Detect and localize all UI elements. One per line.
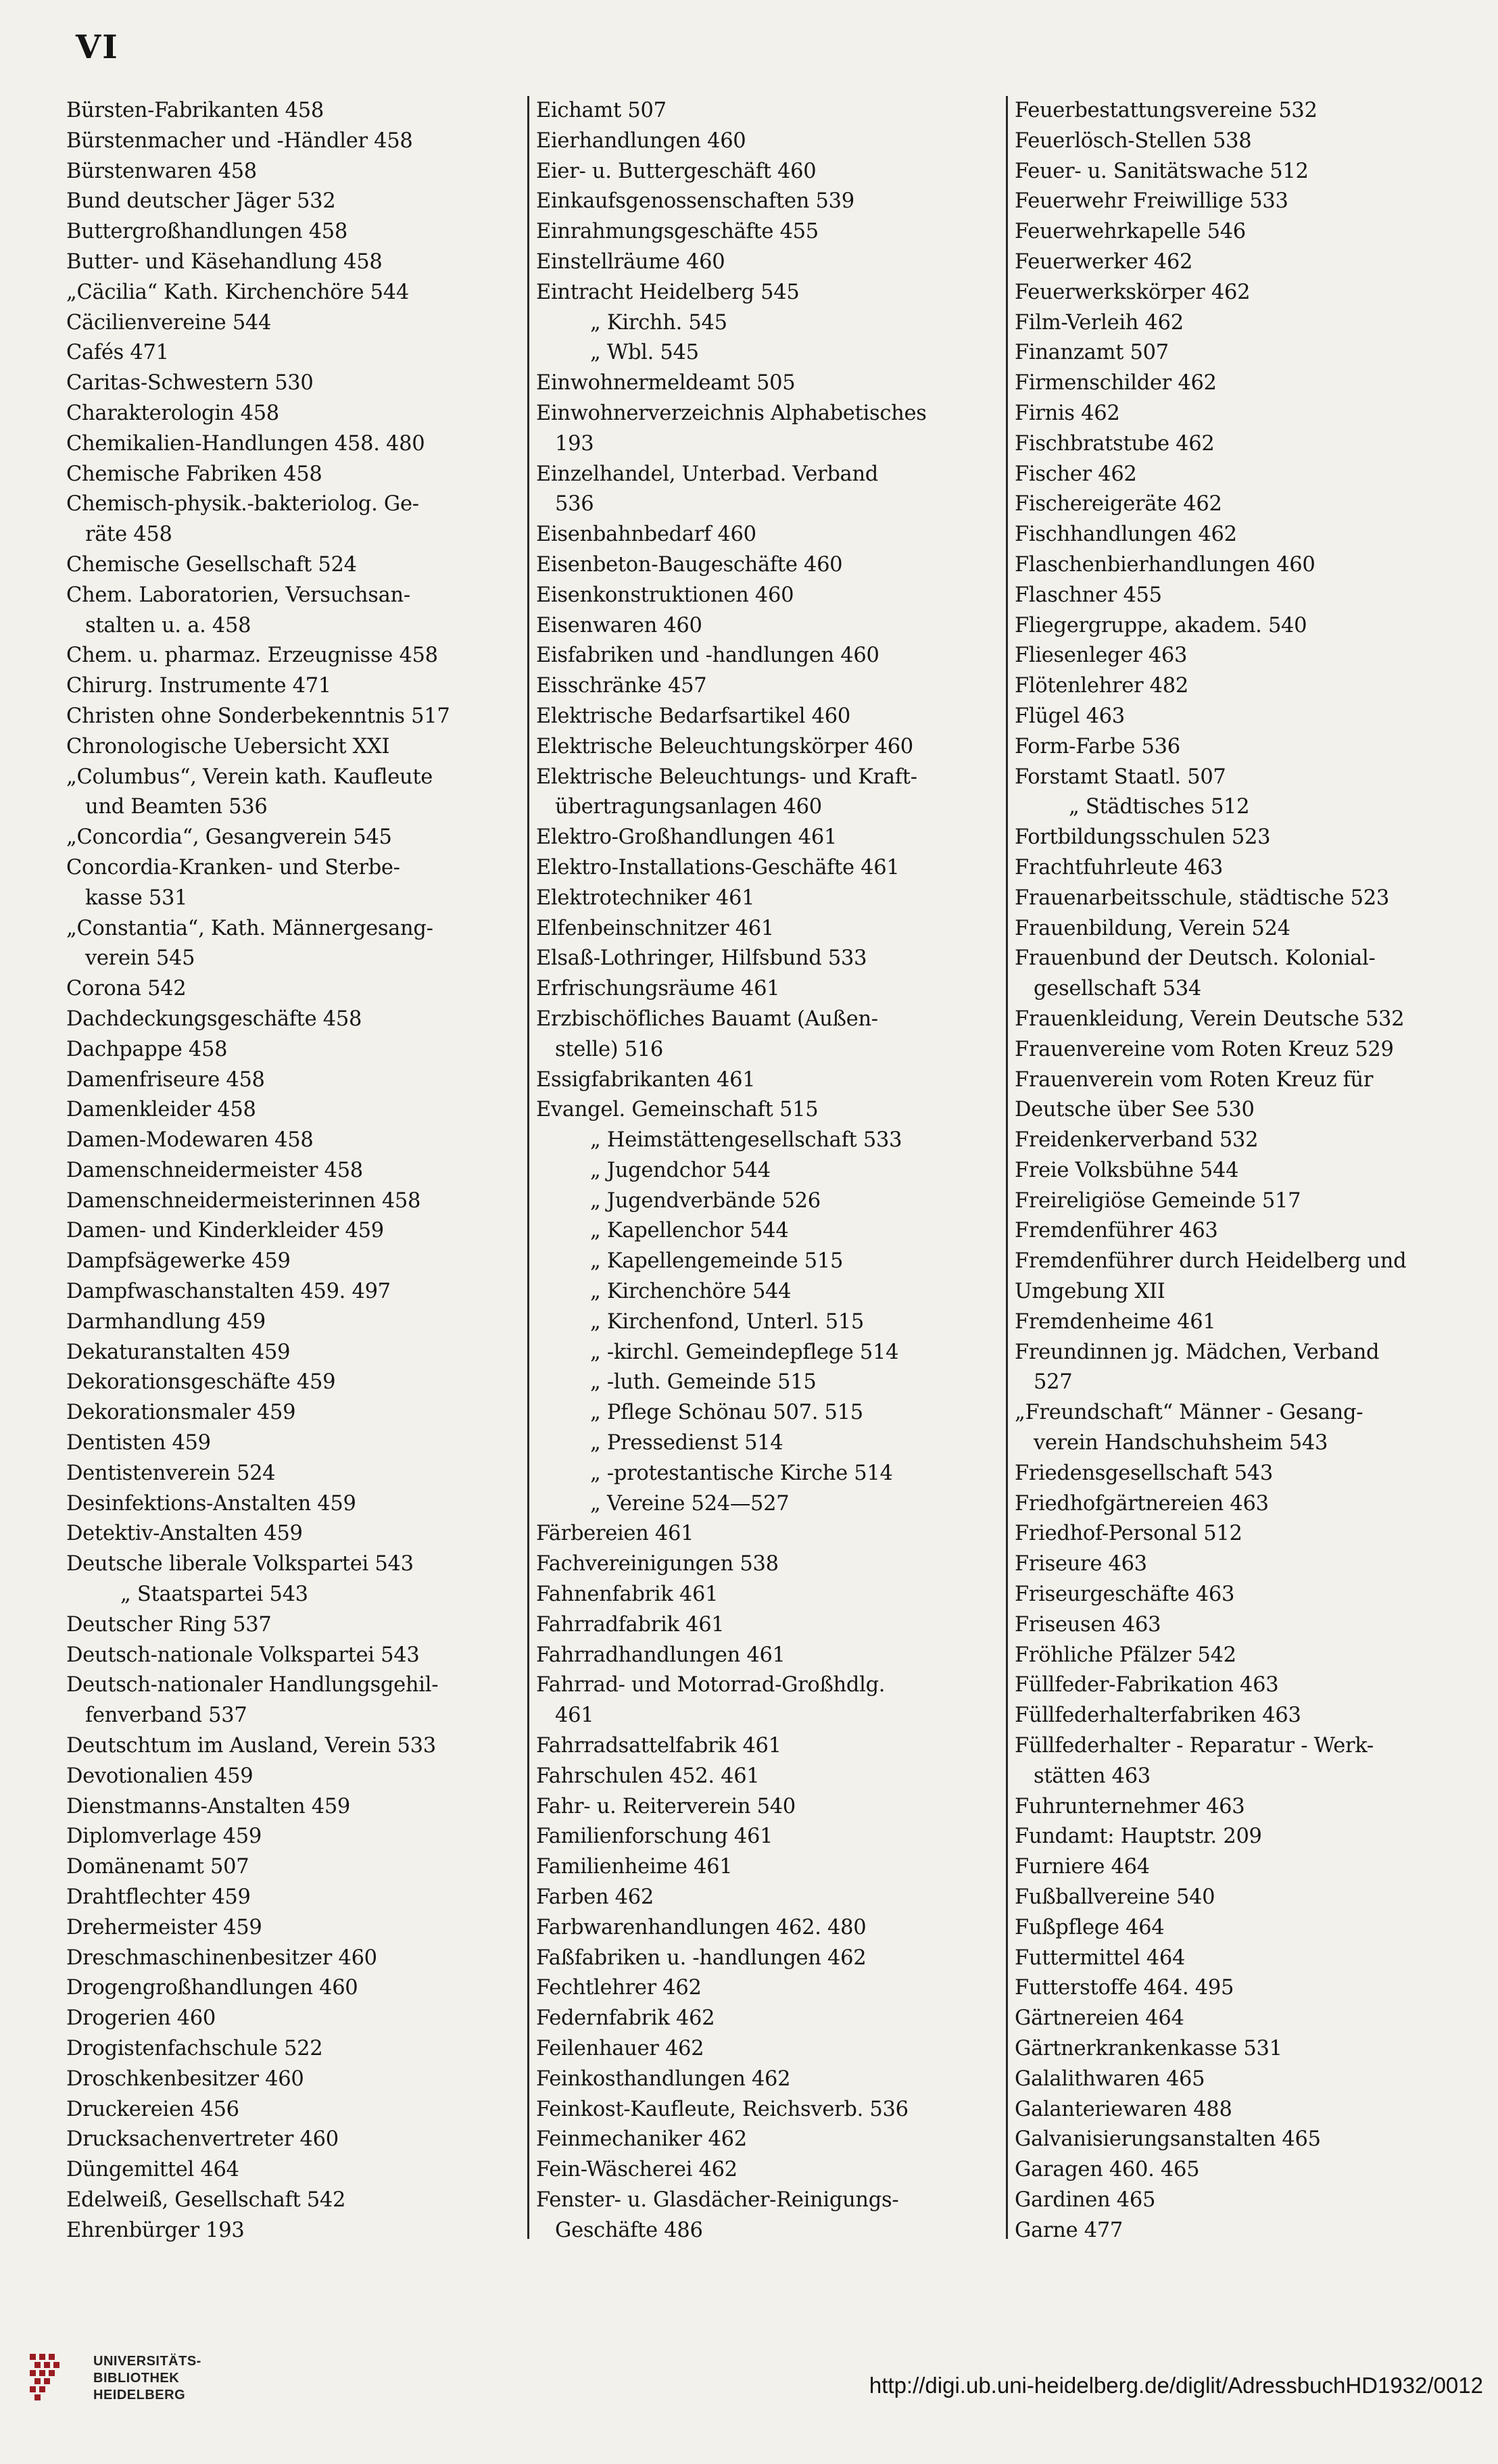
index-entry: Farben 462: [536, 1885, 654, 1910]
index-entry: gesellschaft 534: [1034, 977, 1202, 1001]
index-entry: Film-Verleih 462: [1015, 310, 1184, 335]
index-entry: Drucksachenvertreter 460: [66, 2127, 339, 2152]
index-entry: Bürsten-Fabrikanten 458: [66, 99, 324, 122]
index-entry: räte 458: [85, 523, 172, 547]
index-entry: Fuhrunternehmer 463: [1015, 1794, 1245, 1818]
index-entry: Fahr- u. Reiterverein 540: [536, 1794, 796, 1818]
index-entry: Devotionalien 459: [66, 1764, 253, 1788]
index-entry: Eintracht Heidelberg 545: [536, 280, 800, 304]
index-entry: fenverband 537: [85, 1704, 247, 1728]
index-entry: Fischereigeräte 462: [1015, 492, 1222, 516]
index-entry: Erzbischöfliches Bauamt (Außen-: [536, 1007, 878, 1031]
index-entry: kasse 531: [85, 886, 188, 910]
index-entry: Edelweiß, Gesellschaft 542: [66, 2188, 346, 2212]
index-entry: Bürstenmacher und -Händler 458: [66, 128, 413, 153]
index-entry: 193: [555, 431, 594, 456]
index-column-2: [527, 96, 1006, 2242]
index-entry: Einzelhandel, Unterbad. Verband: [536, 462, 879, 486]
index-entry: Chirurg. Instrumente 471: [66, 674, 331, 698]
library-name-line-2: BIBLIOTHEK: [93, 2370, 180, 2386]
index-entry: „Cäcilia“ Kath. Kirchenchöre 544: [66, 280, 409, 304]
index-entry: Freireligiöse Gemeinde 517: [1015, 1188, 1301, 1213]
index-entry: Farbwarenhandlungen 462. 480: [536, 1915, 867, 1939]
index-entry: Fahrradhandlungen 461: [536, 1643, 786, 1667]
index-entry: Concordia-Kranken- und Sterbe-: [66, 855, 400, 879]
index-entry: Fremdenführer durch Heidelberg und: [1015, 1249, 1407, 1274]
index-entry: Flaschenbierhandlungen 460: [1015, 552, 1315, 577]
index-entry: Frauenbund der Deutsch. Kolonial-: [1015, 946, 1376, 971]
index-entry: Form-Farbe 536: [1015, 734, 1180, 758]
index-columns: [66, 96, 1491, 2242]
library-name-line-1: UNIVERSITÄTS-: [93, 2353, 201, 2369]
index-entry: „ -protestantische Kirche 514: [590, 1461, 893, 1485]
index-entry: Druckereien 456: [66, 2097, 239, 2121]
index-entry: Elfenbeinschnitzer 461: [536, 916, 775, 940]
index-entry: Futterstoffe 464. 495: [1015, 1976, 1234, 2000]
index-entry: Eisenbeton-Baugeschäfte 460: [536, 552, 843, 577]
index-entry: Buttergroßhandlungen 458: [66, 220, 348, 244]
index-entry: Drehermeister 459: [66, 1915, 262, 1939]
index-entry: Eierhandlungen 460: [536, 128, 746, 153]
index-entry: Elektrische Beleuchtungskörper 460: [536, 734, 913, 758]
index-entry: Domänenamt 507: [66, 1855, 249, 1879]
index-entry: Charakterologin 458: [66, 401, 279, 425]
index-entry: Drogerien 460: [66, 2006, 216, 2031]
library-logo: [27, 2351, 201, 2405]
index-entry: Elektrische Bedarfsartikel 460: [536, 704, 850, 728]
index-entry: „ Wbl. 545: [590, 341, 699, 365]
index-entry: Galanteriewaren 488: [1015, 2097, 1232, 2121]
index-entry: Deutsche über See 530: [1015, 1098, 1255, 1122]
index-entry: Diplomverlage 459: [66, 1825, 262, 1849]
index-entry: Dekaturanstalten 459: [66, 1340, 291, 1364]
index-entry: Fremdenführer 463: [1015, 1219, 1218, 1243]
index-entry: Feuerwehrkapelle 546: [1015, 220, 1246, 244]
index-entry: verein Handschuhsheim 543: [1034, 1431, 1328, 1455]
index-entry: Elektro-Großhandlungen 461: [536, 825, 838, 850]
index-entry: Elektrotechniker 461: [536, 886, 755, 910]
index-entry: Eisfabriken und -handlungen 460: [536, 644, 879, 668]
index-entry: „ Pressedienst 514: [590, 1431, 783, 1455]
index-entry: Darmhandlung 459: [66, 1309, 266, 1334]
index-entry: Einwohnermeldeamt 505: [536, 371, 796, 395]
index-entry: Düngemittel 464: [66, 2158, 239, 2182]
index-entry: „Constantia“, Kath. Männergesang-: [66, 916, 433, 940]
index-entry: Flügel 463: [1015, 704, 1125, 728]
index-entry: Friedensgesellschaft 543: [1015, 1461, 1274, 1485]
index-entry: Chemikalien-Handlungen 458. 480: [66, 431, 425, 456]
index-entry: Freundinnen jg. Mädchen, Verband: [1015, 1340, 1380, 1364]
index-entry: Dentistenverein 524: [66, 1461, 276, 1485]
index-entry: „ Staatspartei 543: [120, 1583, 308, 1607]
index-entry: Feinmechaniker 462: [536, 2127, 747, 2152]
index-entry: 527: [1034, 1370, 1073, 1395]
index-entry: Friseure 463: [1015, 1552, 1147, 1576]
index-entry: Freidenkerverband 532: [1015, 1128, 1259, 1153]
index-entry: Feuerlösch-Stellen 538: [1015, 128, 1252, 153]
index-entry: Chronologische Uebersicht XXI: [66, 734, 390, 758]
index-entry: Corona 542: [66, 977, 187, 1001]
index-entry: „ Heimstättengesellschaft 533: [590, 1128, 902, 1153]
index-entry: „ Pflege Schönau 507. 515: [590, 1401, 863, 1425]
index-entry: Friseusen 463: [1015, 1612, 1161, 1637]
index-entry: Fischbratstube 462: [1015, 431, 1215, 456]
index-entry: Dampfwaschanstalten 459. 497: [66, 1280, 391, 1304]
index-entry: Fliegergruppe, akadem. 540: [1015, 613, 1307, 637]
index-entry: Desinfektions-Anstalten 459: [66, 1491, 356, 1516]
index-entry: Gardinen 465: [1015, 2188, 1156, 2212]
index-entry: Dachpappe 458: [66, 1037, 228, 1061]
index-entry: Fortbildungsschulen 523: [1015, 825, 1271, 850]
index-entry: Furniere 464: [1015, 1855, 1150, 1879]
index-entry: Damenschneidermeisterinnen 458: [66, 1188, 421, 1213]
index-entry: Eisenkonstruktionen 460: [536, 583, 794, 607]
index-entry: „ Kapellengemeinde 515: [590, 1249, 844, 1274]
index-entry: Einstellräume 460: [536, 249, 725, 274]
index-entry: Friedhof-Personal 512: [1015, 1522, 1242, 1546]
index-entry: „ Kapellenchor 544: [590, 1219, 789, 1243]
index-entry: Feuerbestattungsvereine 532: [1015, 99, 1318, 122]
index-entry: Firnis 462: [1015, 401, 1120, 425]
index-entry: „ Jugendverbände 526: [590, 1188, 821, 1213]
index-entry: Fischer 462: [1015, 462, 1137, 486]
index-entry: Galvanisierungsanstalten 465: [1015, 2127, 1321, 2152]
index-entry: Caritas-Schwestern 530: [66, 371, 314, 395]
index-entry: Gärtnereien 464: [1015, 2006, 1184, 2031]
index-entry: Chem. Laboratorien, Versuchsan-: [66, 583, 410, 607]
index-entry: „ -kirchl. Gemeindepflege 514: [590, 1340, 899, 1364]
index-entry: übertragungsanlagen 460: [555, 795, 822, 819]
index-entry: Faßfabriken u. -handlungen 462: [536, 1946, 867, 1970]
index-entry: Garagen 460. 465: [1015, 2158, 1200, 2182]
index-entry: Chemisch-physik.-bakteriolog. Ge-: [66, 492, 419, 516]
index-entry: Füllfederhalter - Reparatur - Werk-: [1015, 1734, 1374, 1758]
index-entry: „ Kirchenchöre 544: [590, 1280, 792, 1304]
index-entry: Galalithwaren 465: [1015, 2067, 1205, 2091]
index-entry: Damenkleider 458: [66, 1098, 256, 1122]
index-entry: Fahrradfabrik 461: [536, 1612, 725, 1637]
index-entry: Dentisten 459: [66, 1431, 211, 1455]
index-entry: Bund deutscher Jäger 532: [66, 189, 336, 214]
index-entry: „ Städtisches 512: [1069, 795, 1250, 819]
index-entry: Fliesenleger 463: [1015, 644, 1188, 668]
index-entry: Frauenbildung, Verein 524: [1015, 916, 1290, 940]
index-entry: „ Jugendchor 544: [590, 1158, 771, 1182]
index-entry: stätten 463: [1034, 1764, 1151, 1788]
source-url[interactable]: http://digi.ub.uni-heidelberg.de/diglit/AdressbuchHD1932/0012: [869, 2373, 1483, 2398]
index-entry: Fachvereinigungen 538: [536, 1552, 779, 1576]
library-name-line-3: HEIDELBERG: [93, 2387, 186, 2402]
index-entry: „ Kirchenfond, Unterl. 515: [590, 1309, 865, 1334]
index-entry: Droschkenbesitzer 460: [66, 2067, 304, 2091]
index-entry: Dekorationsmaler 459: [66, 1401, 296, 1425]
index-entry: Fenster- u. Glasdächer-Reinigungs-: [536, 2188, 899, 2212]
index-entry: Cafés 471: [66, 341, 169, 365]
index-entry: Fröhliche Pfälzer 542: [1015, 1643, 1236, 1667]
index-entry: Fein-Wäscherei 462: [536, 2158, 738, 2182]
index-entry: „ -luth. Gemeinde 515: [590, 1370, 817, 1395]
index-entry: Ehrenbürger 193: [66, 2218, 245, 2242]
index-entry: Chemische Fabriken 458: [66, 462, 322, 486]
index-entry: Damenschneidermeister 458: [66, 1158, 363, 1182]
index-entry: Feuerwerkskörper 462: [1015, 280, 1251, 304]
index-entry: Drahtflechter 459: [66, 1885, 251, 1910]
index-entry: Füllfeder-Fabrikation 463: [1015, 1673, 1279, 1697]
index-entry: verein 545: [85, 946, 195, 971]
index-entry: Fahrschulen 452. 461: [536, 1764, 760, 1788]
index-entry: Frachtfuhrleute 463: [1015, 855, 1224, 879]
index-entry: Fremdenheime 461: [1015, 1309, 1216, 1334]
index-entry: Familienforschung 461: [536, 1825, 773, 1849]
index-entry: Firmenschilder 462: [1015, 371, 1217, 395]
index-column-3: [1006, 96, 1491, 2242]
index-entry: Füllfederhalterfabriken 463: [1015, 1704, 1301, 1728]
index-entry: Feuer- u. Sanitätswache 512: [1015, 159, 1309, 183]
index-entry: Eisenwaren 460: [536, 613, 702, 637]
index-entry: Dekorationsgeschäfte 459: [66, 1370, 336, 1395]
index-entry: Feuerwehr Freiwillige 533: [1015, 189, 1288, 214]
index-entry: Gärtnerkrankenkasse 531: [1015, 2037, 1282, 2060]
index-column-1: [66, 96, 527, 2242]
index-entry: Fahrradsattelfabrik 461: [536, 1734, 781, 1758]
index-entry: Eier- u. Buttergeschäft 460: [536, 159, 817, 183]
index-entry: Fußpflege 464: [1015, 1915, 1165, 1939]
index-entry: Feuerwerker 462: [1015, 249, 1193, 274]
index-entry: „Columbus“, Verein kath. Kaufleute: [66, 765, 433, 789]
index-entry: Elektrische Beleuchtungs- und Kraft-: [536, 765, 917, 789]
index-entry: Friseurgeschäfte 463: [1015, 1583, 1235, 1607]
index-entry: Detektiv-Anstalten 459: [66, 1522, 303, 1546]
index-entry: Frauenvereine vom Roten Kreuz 529: [1015, 1037, 1394, 1061]
index-entry: Deutsche liberale Volkspartei 543: [66, 1552, 414, 1576]
index-entry: Damenfriseure 458: [66, 1067, 265, 1092]
index-entry: Dachdeckungsgeschäfte 458: [66, 1007, 362, 1031]
index-entry: Chemische Gesellschaft 524: [66, 552, 357, 577]
index-entry: Feinkosthandlungen 462: [536, 2067, 791, 2091]
index-entry: Frauenverein vom Roten Kreuz für: [1015, 1067, 1374, 1092]
index-entry: Färbereien 461: [536, 1522, 694, 1546]
index-entry: Eichamt 507: [536, 99, 667, 122]
index-entry: Flötenlehrer 482: [1015, 674, 1188, 698]
index-entry: Umgebung XII: [1015, 1280, 1165, 1304]
index-entry: Erfrischungsräume 461: [536, 977, 780, 1001]
index-entry: Fechtlehrer 462: [536, 1976, 702, 2000]
index-entry: stalten u. a. 458: [85, 613, 251, 637]
index-entry: Einwohnerverzeichnis Alphabetisches: [536, 401, 927, 425]
index-entry: Dampfsägewerke 459: [66, 1249, 291, 1274]
index-entry: Drogistenfachschule 522: [66, 2037, 323, 2060]
index-entry: Deutscher Ring 537: [66, 1612, 272, 1637]
index-entry: Freie Volksbühne 544: [1015, 1158, 1239, 1182]
index-entry: Einrahmungsgeschäfte 455: [536, 220, 819, 244]
index-entry: „Concordia“, Gesangverein 545: [66, 825, 392, 850]
index-entry: Frauenkleidung, Verein Deutsche 532: [1015, 1007, 1405, 1031]
index-entry: „Freundschaft“ Männer - Gesang-: [1015, 1401, 1363, 1425]
index-entry: Friedhofgärtnereien 463: [1015, 1491, 1269, 1516]
index-entry: Bürstenwaren 458: [66, 159, 257, 183]
index-entry: Elsaß-Lothringer, Hilfsbund 533: [536, 946, 867, 971]
index-entry: Evangel. Gemeinschaft 515: [536, 1098, 819, 1122]
index-entry: „ Kirchh. 545: [590, 310, 727, 335]
index-entry: Federnfabrik 462: [536, 2006, 715, 2031]
index-entry: Deutschtum im Ausland, Verein 533: [66, 1734, 436, 1758]
index-entry: Eisenbahnbedarf 460: [536, 523, 756, 547]
index-entry: Drogengroßhandlungen 460: [66, 1976, 358, 2000]
index-entry: Garne 477: [1015, 2218, 1124, 2242]
index-entry: Christen ohne Sonderbekenntnis 517: [66, 704, 450, 728]
index-entry: Damen-Modewaren 458: [66, 1128, 314, 1153]
index-entry: Butter- und Käsehandlung 458: [66, 249, 383, 274]
index-entry: Cäcilienvereine 544: [66, 310, 272, 335]
index-entry: Finanzamt 507: [1015, 341, 1169, 365]
index-entry: Dienstmanns-Anstalten 459: [66, 1794, 351, 1818]
library-name: [93, 2353, 201, 2404]
index-entry: Fahrrad- und Motorrad-Großhdlg.: [536, 1673, 886, 1697]
index-entry: Fundamt: Hauptstr. 209: [1015, 1825, 1262, 1849]
index-entry: stelle) 516: [555, 1037, 664, 1061]
library-seal-icon: [27, 2351, 81, 2405]
index-entry: Damen- und Kinderkleider 459: [66, 1219, 384, 1243]
index-entry: Familienheime 461: [536, 1855, 733, 1879]
index-entry: Flaschner 455: [1015, 583, 1162, 607]
index-entry: Eisschränke 457: [536, 674, 707, 698]
index-entry: Feinkost-Kaufleute, Reichsverb. 536: [536, 2097, 909, 2121]
index-entry: Fußballvereine 540: [1015, 1885, 1215, 1910]
index-entry: Fischhandlungen 462: [1015, 523, 1237, 547]
index-entry: Geschäfte 486: [555, 2218, 703, 2242]
index-entry: und Beamten 536: [85, 795, 268, 819]
index-entry: „ Vereine 524—527: [590, 1491, 790, 1516]
index-entry: Feilenhauer 462: [536, 2037, 704, 2060]
index-entry: Chem. u. pharmaz. Erzeugnisse 458: [66, 644, 438, 668]
index-entry: Fahnenfabrik 461: [536, 1583, 719, 1607]
index-entry: Deutsch-nationale Volkspartei 543: [66, 1643, 420, 1667]
index-entry: 461: [555, 1704, 594, 1728]
index-entry: Forstamt Staatl. 507: [1015, 765, 1226, 789]
index-entry: Einkaufsgenossenschaften 539: [536, 189, 854, 214]
index-entry: Essigfabrikanten 461: [536, 1067, 756, 1092]
index-entry: 536: [555, 492, 594, 516]
index-entry: Futtermittel 464: [1015, 1946, 1186, 1970]
index-entry: Frauenarbeitsschule, städtische 523: [1015, 886, 1389, 910]
index-entry: Elektro-Installations-Geschäfte 461: [536, 855, 900, 879]
page-number: VI: [76, 28, 119, 66]
index-entry: Deutsch-nationaler Handlungsgehil-: [66, 1673, 439, 1697]
index-entry: Dreschmaschinenbesitzer 460: [66, 1946, 377, 1970]
